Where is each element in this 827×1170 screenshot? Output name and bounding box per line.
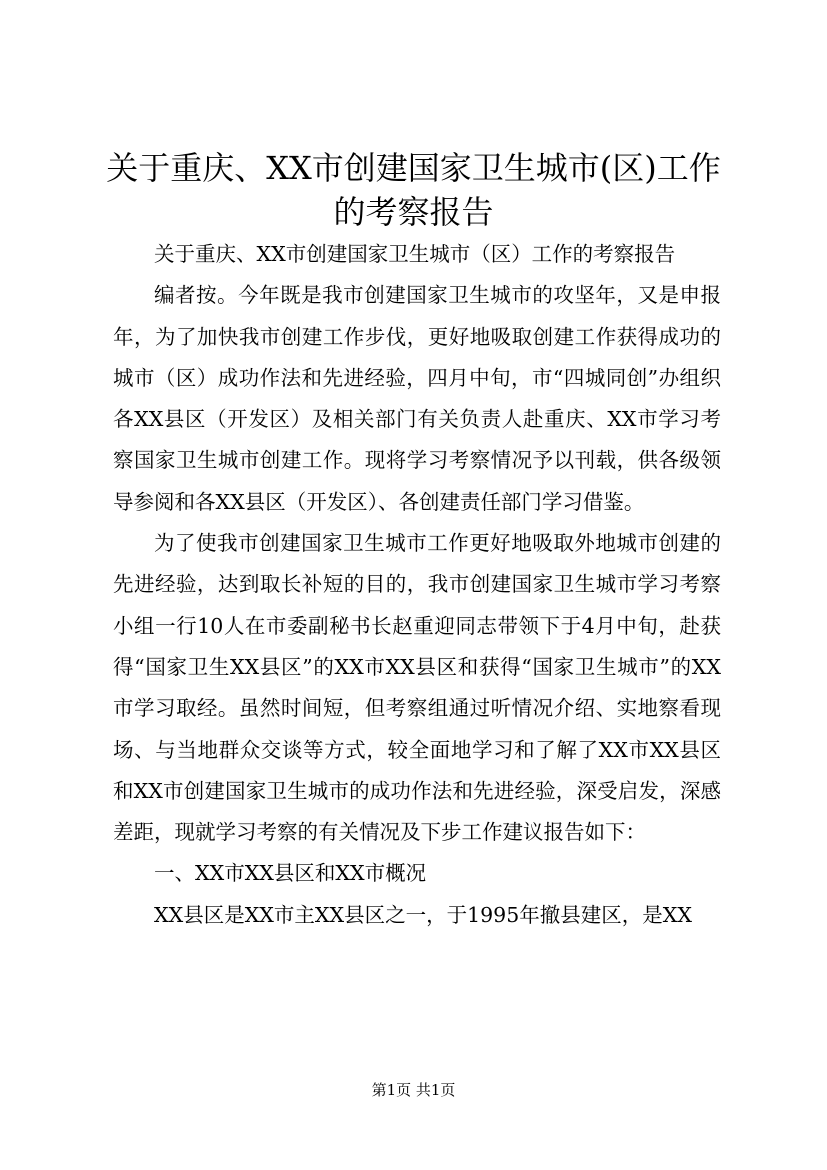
paragraph-editor-note: 编者按。今年既是我市创建国家卫生城市的攻坚年，又是申报年，为了加快我市创建工作步伐，更好地吸取创建工作获得成功的城市（区）成功作法和先进经验，四月中旬，市“四城同创”办组织各XX县区（开发区）及相关部门有关负责人赴重庆、XX市学习考察国家卫生城市创建工作。现将学习考察情况予以刊载，供各级领导参阅和各XX县区（开发区）、各创建责任部门学习借鉴。 (113, 283, 721, 514)
paragraph-intro: 为了使我市创建国家卫生城市工作更好地吸取外地城市创建的先进经验，达到取长补短的目的，我市创建国家卫生城市学习考察小组一行10人在市委副秘书长赵重迎同志带领下于4月中旬，赴获得“国家卫生XX县区”的XX市XX县区和获得“国家卫生城市”的XX市学习取经。虽然时间短，但考察组通过听情况介绍、实地察看现场、与当地群众交谈等方式，较全面地学习和了解了XX市XX县区和XX市创建国家卫生城市的成功作法和先进经验，深受启发，深感差距，现就学习考察的有关情况及下步工作建议报告如下： (113, 531, 721, 845)
document-body (113, 234, 721, 936)
page-footer: 第1页 共1页 (371, 1081, 456, 1099)
section-heading-1: 一、XX市XX县区和XX市概况 (154, 861, 427, 886)
document-title (100, 146, 727, 234)
title-line-2: 的考察报告 (333, 193, 494, 231)
paragraph-subtitle: 关于重庆、XX市创建国家卫生城市（区）工作的考察报告 (154, 242, 676, 266)
paragraph-overview: XX县区是XX市主XX县区之一，于1995年撤县建区，是XX (154, 902, 692, 927)
title-line-1: 关于重庆、XX市创建国家卫生城市(区)工作 (106, 149, 721, 187)
